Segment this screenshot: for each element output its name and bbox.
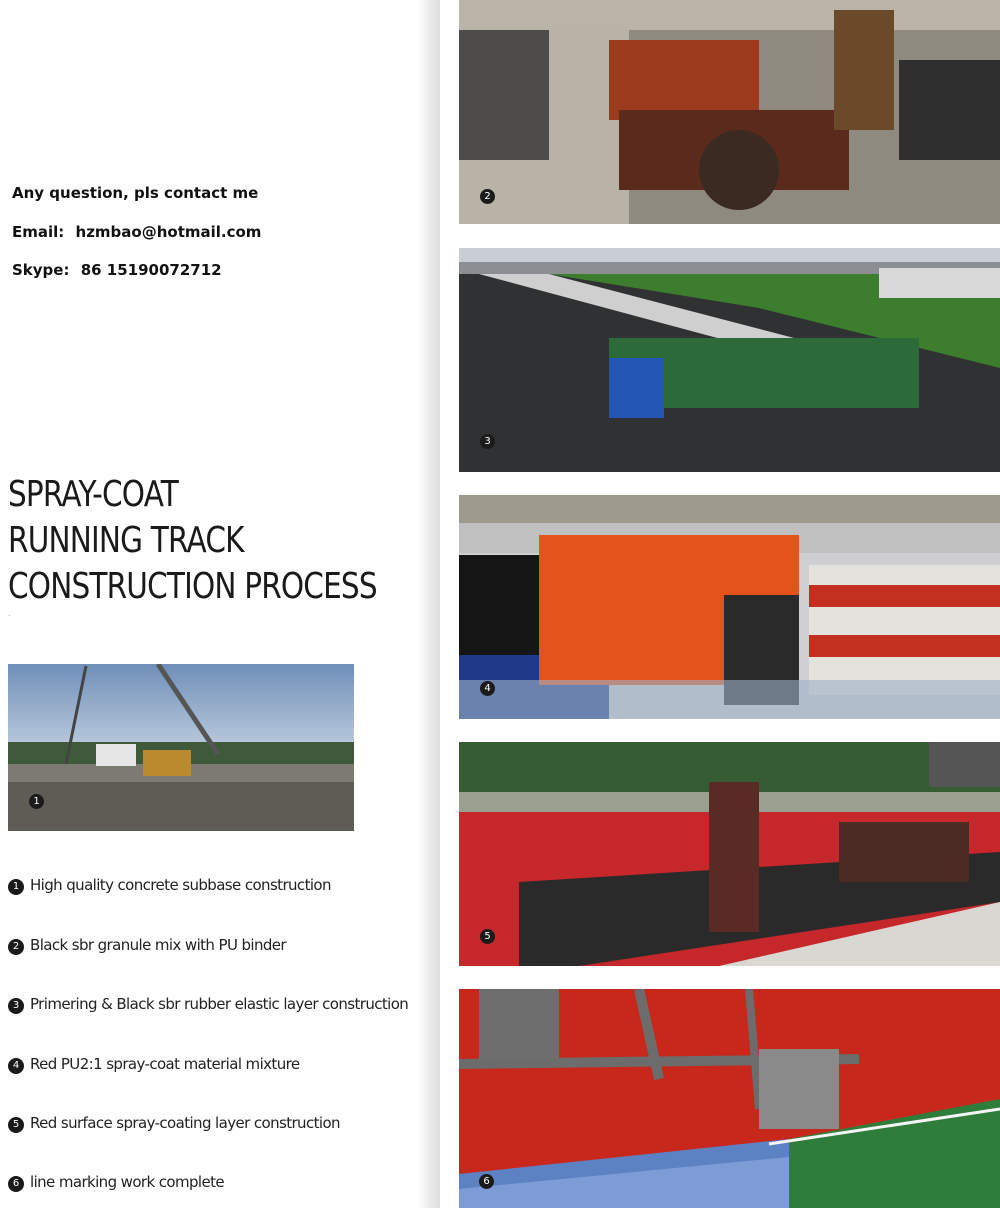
- email-link[interactable]: hzmbao@hotmail.com: [75, 223, 262, 241]
- photo-red-pu-mixture: [459, 495, 1000, 719]
- list-item: [8, 1173, 224, 1195]
- contact-email-row: [12, 223, 261, 241]
- stray-mark: .: [8, 608, 11, 619]
- step-text: line marking work complete: [30, 1173, 224, 1191]
- photo-sbr-mix: [459, 0, 1000, 224]
- skype-id: 86 15190072712: [80, 261, 222, 279]
- list-item: [8, 936, 286, 958]
- step-number-badge: 5: [8, 1117, 24, 1133]
- step-number-badge: 3: [8, 998, 24, 1014]
- contact-heading: Any question, pls contact me: [12, 184, 259, 202]
- list-item: [8, 995, 408, 1017]
- step-number-badge: 2: [8, 939, 24, 955]
- step-text: Red surface spray-coating layer construction: [30, 1114, 340, 1132]
- email-label: Email:: [12, 223, 65, 241]
- skype-label: Skype:: [12, 261, 70, 279]
- photo-number-badge: 1: [29, 794, 44, 809]
- step-text: Primering & Black sbr rubber elastic layer construction: [30, 995, 409, 1013]
- list-item: [8, 1114, 340, 1136]
- list-item: [8, 1055, 299, 1077]
- title-line-3: CONSTRUCTION PROCESS: [8, 566, 377, 607]
- step-text: High quality concrete subbase construction: [30, 876, 331, 894]
- page-title: [8, 472, 377, 610]
- title-line-2: RUNNING TRACK: [8, 520, 244, 561]
- photo-number-badge: 5: [480, 929, 495, 944]
- photo-number-badge: 4: [480, 681, 495, 696]
- photo-number-badge: 6: [479, 1174, 494, 1189]
- photo-number-badge: 3: [480, 434, 495, 449]
- step-text: Red PU2:1 spray-coat material mixture: [30, 1055, 300, 1073]
- photo-line-marking: [459, 989, 1000, 1208]
- contact-skype-row: [12, 261, 222, 279]
- photo-concrete-subbase: [8, 664, 354, 831]
- photo-number-badge: 2: [480, 189, 495, 204]
- step-number-badge: 4: [8, 1058, 24, 1074]
- step-number-badge: 1: [8, 879, 24, 895]
- step-number-badge: 6: [8, 1176, 24, 1192]
- list-item: [8, 876, 331, 898]
- step-text: Black sbr granule mix with PU binder: [30, 936, 287, 954]
- title-line-1: SPRAY-COAT: [8, 474, 179, 515]
- photo-black-rubber-layer: [459, 248, 1000, 472]
- page-divider: [418, 0, 440, 1208]
- photo-red-spray-coating: [459, 742, 1000, 966]
